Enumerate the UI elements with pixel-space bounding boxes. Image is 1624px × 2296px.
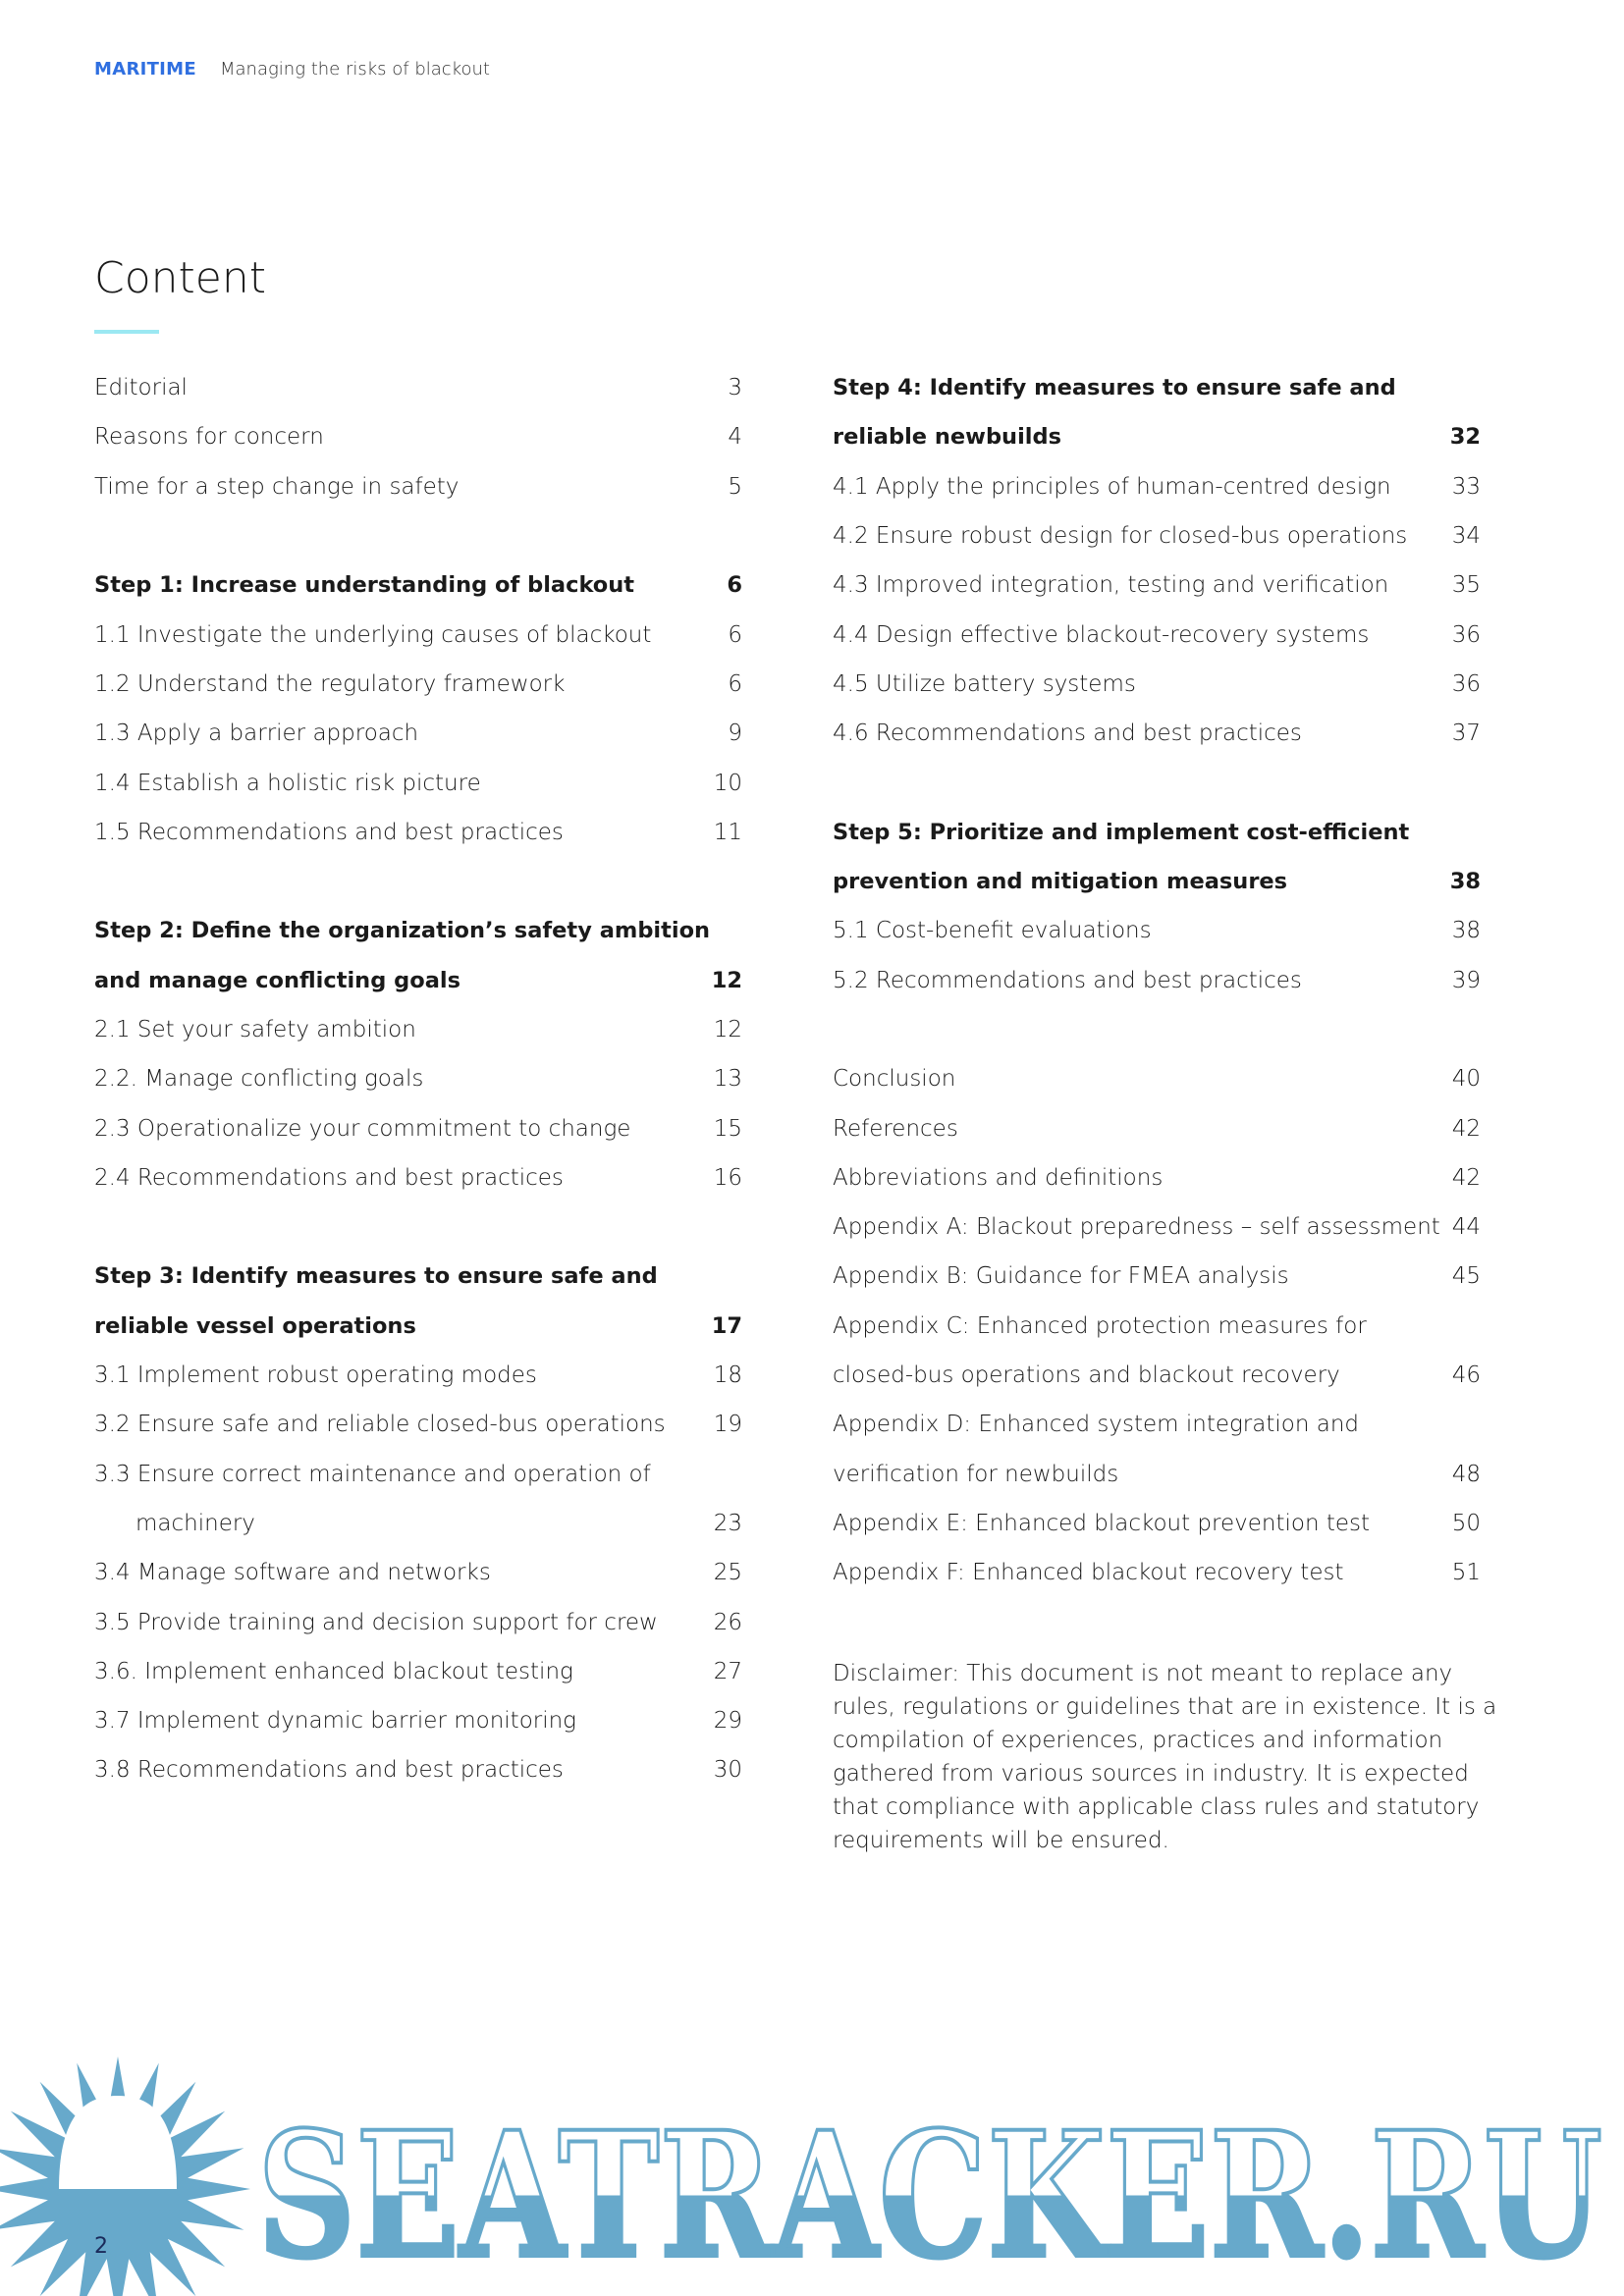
toc-entry[interactable]	[94, 1696, 742, 1745]
toc-entry[interactable]	[94, 1103, 742, 1152]
toc-entry-label: 3.8 Recommendations and best practices	[94, 1757, 564, 1784]
toc-entry-page: 48	[1451, 1461, 1481, 1487]
toc-entry-page: 46	[1451, 1362, 1481, 1389]
toc-entry[interactable]	[833, 561, 1481, 610]
toc-entry-page: 23	[713, 1510, 742, 1536]
toc-entry-label: Appendix D: Enhanced system integration and	[833, 1412, 1359, 1438]
toc-spacer	[94, 1202, 742, 1252]
toc-entry[interactable]	[833, 1153, 1481, 1202]
toc-entry-page: 26	[713, 1609, 742, 1635]
toc-entry[interactable]	[833, 363, 1481, 412]
toc-entry-label: 2.2. Manage conflicting goals	[94, 1066, 424, 1093]
toc-entry-label: Appendix C: Enhanced protection measures for	[833, 1312, 1367, 1339]
toc-entry[interactable]	[833, 956, 1481, 1005]
watermark-logo	[0, 2052, 1624, 2296]
toc-entry[interactable]	[94, 1351, 742, 1400]
toc-entry[interactable]	[94, 1647, 742, 1696]
toc-entry-page: 16	[713, 1164, 742, 1191]
toc-entry[interactable]	[833, 1450, 1481, 1499]
toc-entry-page: 36	[1451, 670, 1481, 697]
toc-entry-label: 4.5 Utilize battery systems	[833, 670, 1136, 697]
toc-entry-page: 13	[713, 1066, 742, 1093]
toc-entry-label: Step 4: Identify measures to ensure safe and	[833, 375, 1396, 401]
toc-entry-label: Abbreviations and definitions	[833, 1164, 1164, 1191]
toc-spacer	[94, 857, 742, 906]
toc-spacer	[833, 1005, 1481, 1054]
toc-entry-page: 51	[1451, 1560, 1481, 1586]
toc-entry[interactable]	[833, 1548, 1481, 1597]
toc-entry-label: verification for newbuilds	[833, 1461, 1119, 1487]
toc-entry-page: 45	[1451, 1263, 1481, 1290]
toc-entry-label: 1.4 Establish a holistic risk picture	[94, 770, 481, 796]
toc-entry[interactable]	[833, 1202, 1481, 1252]
toc-entry-page: 11	[713, 819, 742, 845]
toc-entry-label: 4.1 Apply the principles of human-centred design	[833, 473, 1391, 500]
toc-entry[interactable]	[833, 660, 1481, 709]
toc-entry-page: 29	[713, 1708, 742, 1735]
brand-label: MARITIME	[94, 59, 196, 80]
sun-icon	[0, 2056, 250, 2296]
toc-entry-page: 32	[1449, 424, 1481, 451]
toc-entry[interactable]	[94, 1302, 742, 1351]
disclaimer-text: Disclaimer: This document is not meant to replace any rules, regulations or guidelines that are in existence. It is a compilation of experiences, practices and information gathered from various sources in industry. It is expected that compliance with applicable class rules and statutory requirements will be ensured.	[833, 1661, 1497, 1853]
toc-entry-label: 3.5 Provide training and decision support for crew	[94, 1609, 658, 1635]
toc-entry-page: 38	[1449, 869, 1481, 895]
toc-entry-label: 4.4 Design effective blackout-recovery systems	[833, 621, 1370, 648]
toc-entry[interactable]	[94, 956, 742, 1005]
toc-entry[interactable]	[94, 1745, 742, 1794]
toc-entry-label: Editorial	[94, 375, 188, 401]
toc-entry-page: 6	[727, 572, 742, 599]
toc-entry-label: and manage conflicting goals	[94, 967, 460, 993]
toc-entry-page: 35	[1451, 572, 1481, 599]
toc-entry-label: 2.4 Recommendations and best practices	[94, 1164, 564, 1191]
toc-entry-page: 44	[1451, 1214, 1481, 1241]
toc-entry-page: 42	[1451, 1115, 1481, 1142]
toc-entry-page: 30	[713, 1757, 742, 1784]
toc-entry-page: 4	[728, 424, 742, 451]
toc-entry[interactable]	[833, 857, 1481, 906]
toc-entry[interactable]	[94, 1400, 742, 1449]
toc-entry[interactable]	[833, 462, 1481, 511]
toc-entry-page: 40	[1451, 1066, 1481, 1093]
toc-entry-label: 3.4 Manage software and networks	[94, 1560, 491, 1586]
toc-entry-label: 2.1 Set your safety ambition	[94, 1017, 416, 1042]
toc-entry[interactable]	[94, 709, 742, 758]
toc-entry-page: 27	[713, 1658, 742, 1684]
toc-entry[interactable]	[94, 462, 742, 511]
toc-entry-page: 36	[1451, 621, 1481, 648]
toc-entry-label: Conclusion	[833, 1066, 956, 1093]
toc-entry[interactable]	[833, 906, 1481, 955]
toc-entry-page: 5	[728, 473, 742, 500]
toc-entry-page: 50	[1451, 1510, 1481, 1536]
toc-entry-label: 1.2 Understand the regulatory framework	[94, 670, 566, 697]
toc-entry-label: 1.5 Recommendations and best practices	[94, 819, 564, 845]
toc-entry[interactable]	[94, 906, 742, 955]
toc-entry-page: 3	[728, 375, 742, 401]
toc-entry-label: 1.3 Apply a barrier approach	[94, 721, 419, 747]
toc-entry[interactable]	[833, 1252, 1481, 1301]
toc-entry-page: 6	[728, 670, 742, 697]
toc-entry-label: 1.1 Investigate the underlying causes of blackout	[94, 621, 652, 648]
toc-entry-label: 5.1 Cost-benefit evaluations	[833, 918, 1152, 944]
toc-entry-label: prevention and mitigation measures	[833, 869, 1288, 895]
toc-entry-label: Appendix A: Blackout preparedness – self assessment	[833, 1214, 1440, 1241]
toc-entry-label: 4.6 Recommendations and best practices	[833, 721, 1302, 747]
toc-entry[interactable]	[94, 1153, 742, 1202]
toc-entry-page: 10	[713, 770, 742, 796]
toc-entry[interactable]	[94, 1005, 742, 1054]
toc-entry[interactable]	[833, 709, 1481, 758]
toc-entry[interactable]	[94, 363, 742, 412]
toc-entry-page: 17	[711, 1312, 742, 1339]
toc-entry[interactable]	[94, 1450, 742, 1499]
toc-entry[interactable]	[833, 610, 1481, 659]
toc-entry[interactable]	[833, 1499, 1481, 1548]
toc-entry-label: 4.3 Improved integration, testing and verification	[833, 572, 1389, 599]
toc-entry[interactable]	[833, 1351, 1481, 1400]
toc-entry[interactable]	[833, 1103, 1481, 1152]
toc-left-column	[94, 363, 742, 1795]
toc-entry[interactable]	[94, 1252, 742, 1301]
toc-entry-label: Step 2: Define the organization’s safety ambition	[94, 918, 711, 944]
toc-entry[interactable]	[94, 561, 742, 610]
page-title: Content	[94, 253, 266, 303]
toc-entry[interactable]	[833, 412, 1481, 461]
toc-entry-page: 38	[1451, 918, 1481, 944]
toc-entry-label: Step 5: Prioritize and implement cost-efficient	[833, 819, 1410, 845]
toc-entry-page: 19	[713, 1412, 742, 1438]
toc-entry[interactable]	[94, 1054, 742, 1103]
toc-entry-label: Step 1: Increase understanding of blackout	[94, 572, 635, 599]
toc-entry-page: 18	[713, 1362, 742, 1389]
toc-entry-label: Reasons for concern	[94, 424, 324, 451]
toc-entry-page: 15	[713, 1115, 742, 1142]
toc-entry[interactable]	[94, 412, 742, 461]
toc-entry[interactable]	[94, 610, 742, 659]
toc-entry-label: 3.7 Implement dynamic barrier monitoring	[94, 1708, 576, 1735]
toc-entry[interactable]	[833, 808, 1481, 857]
toc-entry-label: 4.2 Ensure robust design for closed-bus operations	[833, 523, 1408, 550]
toc-entry[interactable]	[833, 511, 1481, 561]
watermark-text: SEATRACKER.RU	[257, 2094, 1602, 2296]
toc-entry[interactable]	[94, 1499, 742, 1548]
toc-entry[interactable]	[94, 758, 742, 807]
toc-entry-page: 12	[711, 967, 742, 993]
toc-entry[interactable]	[94, 808, 742, 857]
toc-entry-label: closed-bus operations and blackout recovery	[833, 1362, 1340, 1389]
toc-entry-label: References	[833, 1115, 958, 1142]
toc-entry-page: 25	[713, 1560, 742, 1586]
toc-spacer	[94, 511, 742, 561]
toc-entry-page: 6	[728, 621, 742, 648]
toc-entry-page: 42	[1451, 1164, 1481, 1191]
toc-entry-label: machinery	[135, 1510, 255, 1536]
toc-entry[interactable]	[833, 1302, 1481, 1351]
toc-entry-page: 39	[1451, 967, 1481, 993]
toc-entry-label: Step 3: Identify measures to ensure safe and	[94, 1263, 658, 1290]
toc-entry-label: Appendix B: Guidance for FMEA analysis	[833, 1263, 1289, 1290]
toc-entry-label: reliable vessel operations	[94, 1312, 416, 1339]
toc-entry-label: 3.2 Ensure safe and reliable closed-bus operations	[94, 1412, 666, 1438]
toc-entry-page: 33	[1451, 473, 1481, 500]
toc-entry-label: 2.3 Operationalize your commitment to change	[94, 1115, 631, 1142]
toc-entry-label: 5.2 Recommendations and best practices	[833, 967, 1302, 993]
toc-entry-label: Time for a step change in safety	[94, 473, 460, 500]
toc-entry[interactable]	[94, 1548, 742, 1597]
toc-entry-label: 3.6. Implement enhanced blackout testing	[94, 1658, 573, 1684]
toc-right-column	[833, 363, 1481, 1597]
toc-entry-label: 3.3 Ensure correct maintenance and operation of	[94, 1461, 651, 1487]
toc-entry[interactable]	[94, 1597, 742, 1646]
toc-spacer	[833, 758, 1481, 807]
toc-entry-page: 9	[728, 721, 742, 747]
toc-entry[interactable]	[833, 1054, 1481, 1103]
toc-entry[interactable]	[833, 1400, 1481, 1449]
toc-entry[interactable]	[94, 660, 742, 709]
title-underline	[94, 330, 159, 334]
document-title: Managing the risks of blackout	[219, 59, 490, 80]
page-number: 2	[94, 2234, 108, 2259]
toc-entry-page: 34	[1451, 523, 1481, 550]
toc-entry-page: 12	[713, 1017, 742, 1042]
toc-entry-label: Appendix E: Enhanced blackout prevention test	[833, 1510, 1371, 1536]
running-header	[94, 59, 490, 80]
toc-entry-label: Appendix F: Enhanced blackout recovery test	[833, 1560, 1344, 1586]
toc-entry-page: 37	[1451, 721, 1481, 747]
toc-entry-label: 3.1 Implement robust operating modes	[94, 1362, 537, 1389]
toc-entry-label: reliable newbuilds	[833, 424, 1061, 451]
